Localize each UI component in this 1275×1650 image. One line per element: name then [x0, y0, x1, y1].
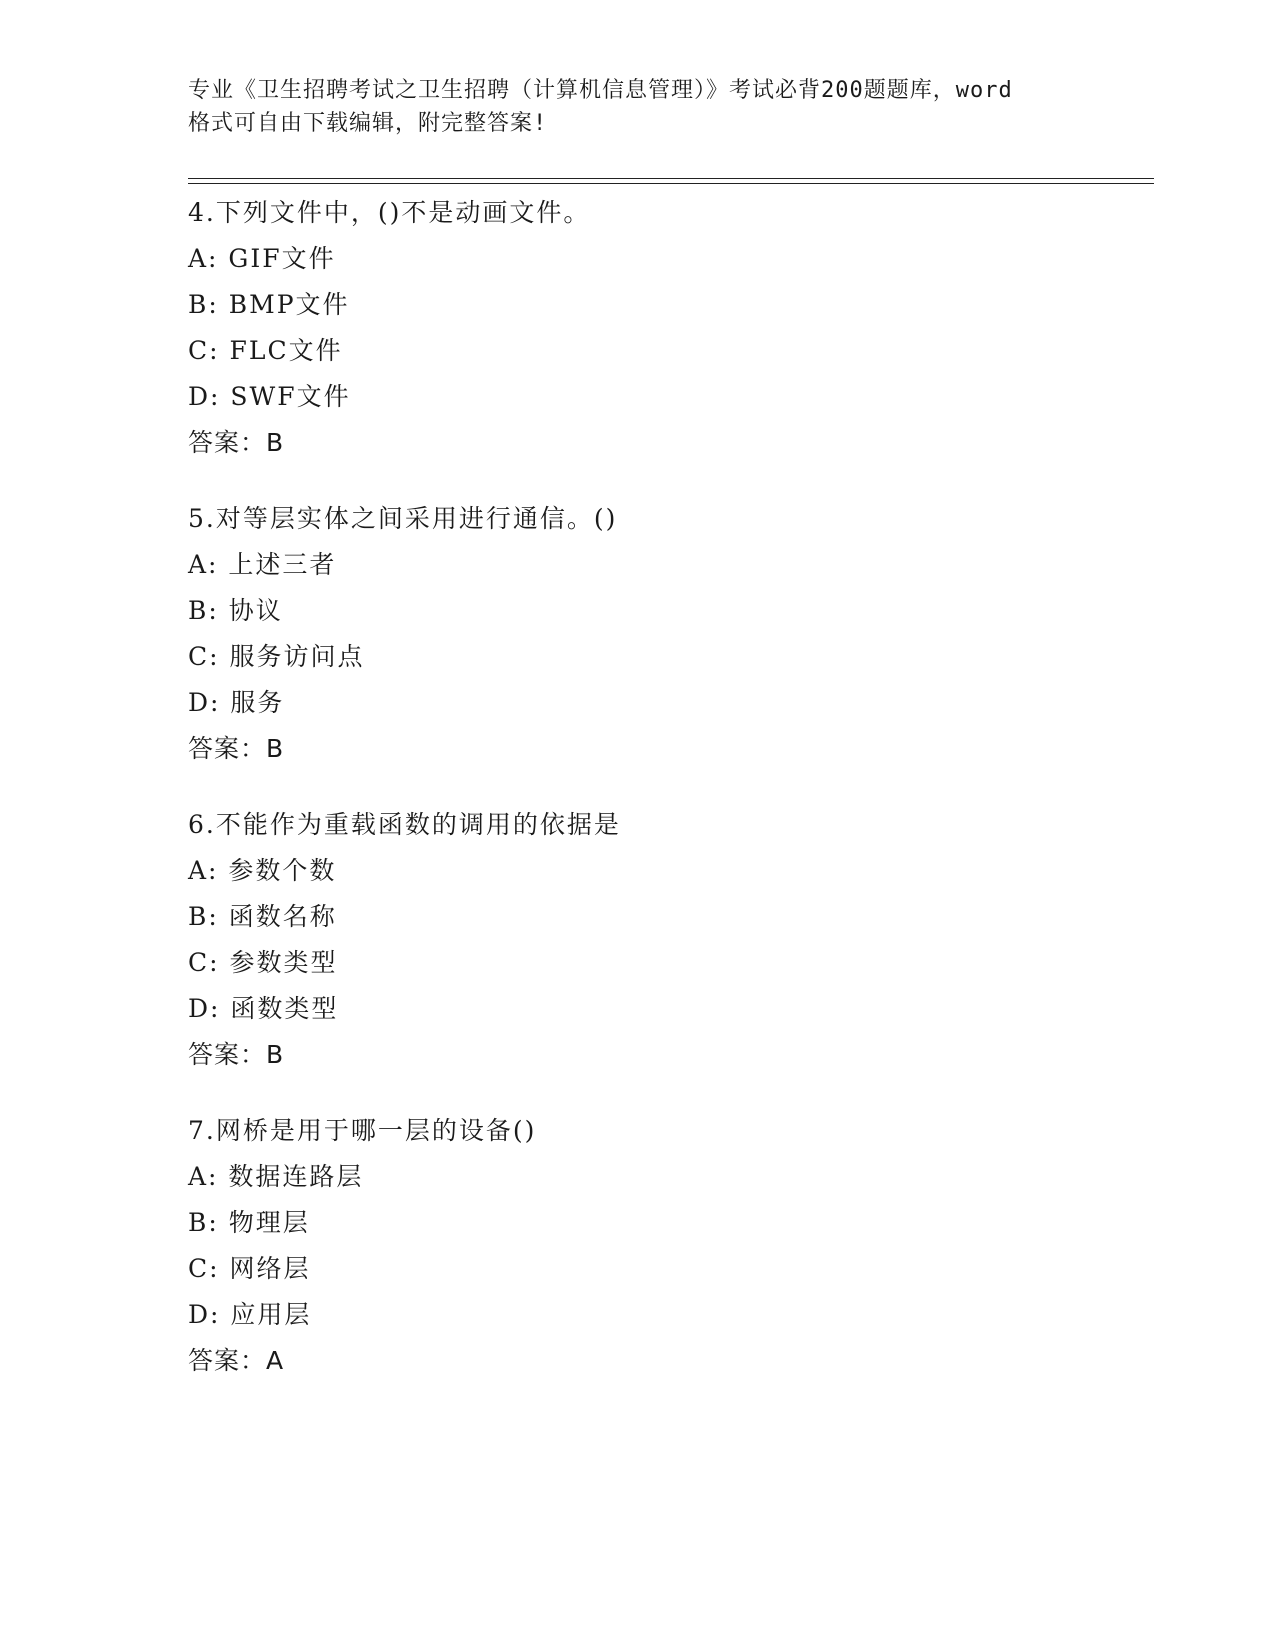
- option-b: B: 协议: [188, 596, 283, 625]
- question-text: 5.对等层实体之间采用进行通信。(): [188, 504, 618, 533]
- document-header: [188, 74, 1088, 140]
- answer-text: 答案：B: [188, 428, 285, 457]
- answer-text: 答案：B: [188, 734, 285, 763]
- option-a: A: 上述三者: [188, 550, 337, 579]
- question-item: [188, 190, 1148, 466]
- question-text: 6.不能作为重载函数的调用的依据是: [188, 810, 621, 839]
- option-b: B: BMP文件: [188, 290, 350, 319]
- option-a: A: 参数个数: [188, 856, 337, 885]
- question-text: 7.网桥是用于哪一层的设备(): [188, 1116, 537, 1145]
- option-d: D: 应用层: [188, 1300, 312, 1329]
- option-b: B: 函数名称: [188, 902, 337, 931]
- header-line-1: 专业《卫生招聘考试之卫生招聘（计算机信息管理）》考试必背200题题库，word: [188, 78, 1013, 103]
- option-d: D: 函数类型: [188, 994, 339, 1023]
- option-b: B: 物理层: [188, 1208, 310, 1237]
- header-divider-bottom: [188, 183, 1154, 184]
- option-c: C: FLC文件: [188, 336, 343, 365]
- option-a: A: GIF文件: [188, 244, 336, 273]
- header-divider-top: [188, 178, 1154, 179]
- answer-text: 答案：B: [188, 1040, 285, 1069]
- question-item: [188, 496, 1148, 772]
- header-line-2: 格式可自由下载编辑，附完整答案!: [188, 111, 548, 136]
- answer-text: 答案：A: [188, 1346, 285, 1375]
- question-item: [188, 1108, 1148, 1384]
- option-d: D: SWF文件: [188, 382, 351, 411]
- option-c: C: 网络层: [188, 1254, 311, 1283]
- question-text: 4.下列文件中，()不是动画文件。: [188, 198, 591, 227]
- question-item: [188, 802, 1148, 1078]
- option-c: C: 参数类型: [188, 948, 338, 977]
- option-c: C: 服务访问点: [188, 642, 365, 671]
- option-a: A: 数据连路层: [188, 1162, 364, 1191]
- option-d: D: 服务: [188, 688, 285, 717]
- question-list: [188, 190, 1148, 1414]
